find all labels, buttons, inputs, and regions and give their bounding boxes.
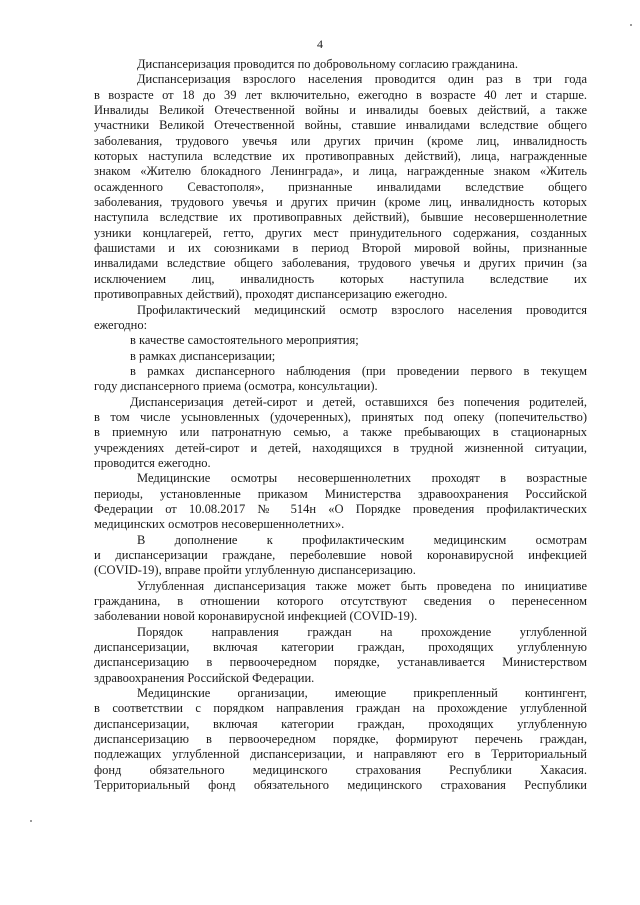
text-line: и диспансеризации граждане, переболевшие новой коронавирусной инфекцией (94, 548, 587, 562)
text-line: (COVID-19), вправе пройти углубленную диспансеризацию. (94, 563, 416, 578)
text-line: заболевании новой коронавирусной инфекцией (COVID-19). (94, 609, 418, 624)
text-line: в рамках диспансерного наблюдения (при проведении первого в текущем (130, 363, 587, 378)
text-line: гражданина, в отношении которого отсутствуют сведения о перенесенном (94, 594, 587, 609)
text-line: в том числе усыновленных (удочеренных), принятых под опеку (попечительство) (94, 409, 587, 424)
text-line: Территориальный фонд обязательного медицинского страхования Республики (94, 778, 587, 793)
text-line: Медицинские организации, имеющие прикрепленный контингент, (137, 686, 587, 701)
page-number: 4 (317, 37, 323, 51)
text-line: ежегодно: (94, 317, 148, 332)
text-line: проводится ежегодно. (94, 455, 211, 470)
text-line: Углубленная диспансеризация также может быть проведена по инициативе (137, 578, 587, 593)
text-line: в соответствии с порядком направления граждан на прохождение углубленной (94, 701, 587, 716)
text-line: инвалидами вследствие общего заболевания, трудового увечья и других причин (за (94, 256, 587, 271)
text-line: фашистами и их союзниками в период Второй мировой войны, признанные (94, 241, 587, 256)
text-line: заболевания, трудового увечья или других причин (кроме лиц, инвалидность (94, 133, 587, 148)
text-line: заболевания, трудового увечья и других причин (кроме лиц, инвалидность которых (94, 195, 587, 210)
text-line: в качестве самостоятельного мероприятия; (130, 333, 359, 348)
text-line: Инвалиды Великой Отечественной войны и инвалиды боевых действий, а также (94, 103, 587, 118)
text-line: исключением лиц, инвалидность которых наступила вследствие их (94, 271, 587, 286)
text-line: медицинских осмотров несовершеннолетних». (94, 517, 345, 532)
text-line: узники концлагерей, гетто, других мест принудительного содержания, созданных (94, 225, 587, 240)
text-line: в рамках диспансеризации; (130, 348, 276, 363)
text-line: году диспансерного приема (осмотра, консультации). (94, 379, 378, 394)
text-line: диспансеризации, включая категории граждан, проходящих углубленную (94, 716, 587, 731)
text-line: учреждениях детей-сирот и детей, находящихся в трудной жизненной ситуации, (94, 440, 587, 455)
text-line: противоправных действий), проходят диспансеризацию ежегодно. (94, 287, 448, 302)
text-line: здравоохранения Российской Федерации. (94, 670, 315, 685)
text-line: знаком «Жителю блокадного Ленинграда», и лица, награжденные знаком «Житель (94, 164, 587, 179)
text-line: которых наступила вследствие их противоправных действий), лица, награжденные (94, 149, 587, 164)
text-line: Диспансеризация детей-сирот и детей, оставшихся без попечения родителей, (130, 394, 587, 409)
text-line: в приемную или патронатную семью, а также пребывающих в стационарных (94, 425, 587, 440)
text-line: Порядок направления граждан на прохождение углубленной (137, 624, 587, 639)
text-line: Диспансеризация взрослого населения проводится один раз в три года (137, 72, 587, 87)
text-line: наступила вследствие их противоправных действий), бывшие несовершеннолетние (94, 210, 587, 225)
text-line: Федерации от 10.08.2017 № 514н «О Порядке проведения профилактических (94, 501, 587, 516)
text-line: осажденного Севастополя», признанные инвалидами вследствие общего (94, 179, 587, 194)
text-line: участники Великой Отечественной войны, ставшие инвалидами вследствие общего (94, 118, 587, 133)
scan-speck (630, 24, 632, 26)
scan-speck (30, 820, 32, 822)
text-line: диспансеризации, включая категории граждан, проходящих углубленную (94, 640, 587, 655)
text-line: диспансеризацию в первоочередном порядке, устанавливается Министерством (94, 655, 587, 670)
text-line: диспансеризацию в первоочередном порядке, формируют перечень граждан, (94, 732, 587, 747)
text-line: периоды, установленные приказом Министерства здравоохранения Российской (94, 486, 587, 501)
text-line: в возрасте от 18 до 39 лет включительно, ежегодно в возрасте 40 лет и старше. (94, 87, 587, 102)
text-line: Диспансеризация проводится по добровольному согласию гражданина. (137, 57, 518, 71)
text-line: Профилактический медицинский осмотр взрослого населения проводится (137, 302, 587, 317)
text-line: подлежащих углубленной диспансеризации, и направляют его в Территориальный (94, 747, 587, 762)
text-line: В дополнение к профилактическим медицинским осмотрам (137, 532, 587, 547)
text-line: фонд обязательного медицинского страхования Республики Хакасия. (94, 762, 587, 777)
document-body (94, 57, 587, 794)
text-line: Медицинские осмотры несовершеннолетних проходят в возрастные (137, 471, 587, 486)
